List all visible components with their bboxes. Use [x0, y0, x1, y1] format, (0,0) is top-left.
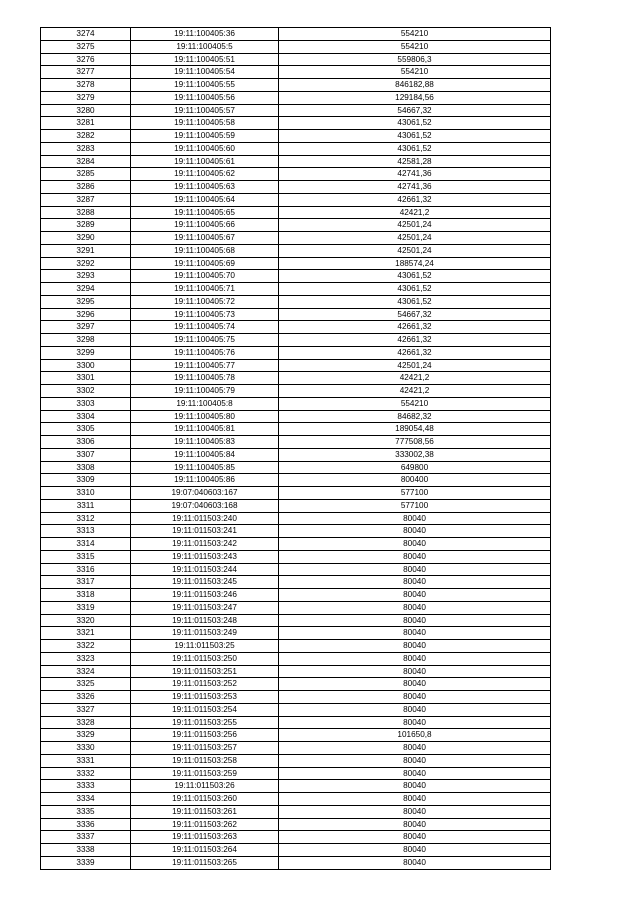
table-row [41, 130, 551, 143]
row-number-cell: 3294 [41, 283, 131, 296]
cadastral-number-cell: 19:11:011503:248 [131, 614, 279, 627]
row-number-cell: 3281 [41, 117, 131, 130]
row-number-cell: 3297 [41, 321, 131, 334]
value-cell: 554210 [279, 40, 551, 53]
cadastral-number-cell: 19:11:011503:249 [131, 627, 279, 640]
row-number-cell: 3318 [41, 589, 131, 602]
row-number-cell: 3274 [41, 28, 131, 41]
value-cell: 101650,8 [279, 729, 551, 742]
row-number-cell: 3307 [41, 448, 131, 461]
value-cell: 577100 [279, 487, 551, 500]
value-cell: 800400 [279, 474, 551, 487]
value-cell: 42421,2 [279, 385, 551, 398]
row-number-cell: 3305 [41, 423, 131, 436]
table-row [41, 79, 551, 92]
row-number-cell: 3285 [41, 168, 131, 181]
table-row [41, 410, 551, 423]
cadastral-number-cell: 19:11:100405:67 [131, 232, 279, 245]
cadastral-number-cell: 19:11:011503:257 [131, 742, 279, 755]
row-number-cell: 3303 [41, 397, 131, 410]
table-row [41, 512, 551, 525]
cadastral-number-cell: 19:11:100405:65 [131, 206, 279, 219]
row-number-cell: 3306 [41, 436, 131, 449]
value-cell: 80040 [279, 678, 551, 691]
table-row [41, 805, 551, 818]
table-row [41, 550, 551, 563]
cadastral-number-cell: 19:11:100405:56 [131, 91, 279, 104]
value-cell: 42421,2 [279, 206, 551, 219]
value-cell: 777508,56 [279, 436, 551, 449]
row-number-cell: 3337 [41, 831, 131, 844]
value-cell: 80040 [279, 844, 551, 857]
cadastral-number-cell: 19:11:100405:77 [131, 359, 279, 372]
cadastral-number-cell: 19:11:011503:243 [131, 550, 279, 563]
cadastral-number-cell: 19:11:011503:263 [131, 831, 279, 844]
cadastral-number-cell: 19:11:100405:70 [131, 270, 279, 283]
cadastral-number-cell: 19:11:011503:254 [131, 703, 279, 716]
table-row [41, 652, 551, 665]
table-row [41, 155, 551, 168]
table-row [41, 678, 551, 691]
cadastral-number-cell: 19:11:011503:256 [131, 729, 279, 742]
cadastral-number-cell: 19:07:040603:167 [131, 487, 279, 500]
table-row [41, 117, 551, 130]
cadastral-number-cell: 19:11:011503:251 [131, 665, 279, 678]
value-cell: 80040 [279, 512, 551, 525]
table-row [41, 270, 551, 283]
row-number-cell: 3309 [41, 474, 131, 487]
value-cell: 80040 [279, 793, 551, 806]
cadastral-number-cell: 19:11:100405:54 [131, 66, 279, 79]
row-number-cell: 3284 [41, 155, 131, 168]
cadastral-number-cell: 19:11:100405:62 [131, 168, 279, 181]
value-cell: 80040 [279, 563, 551, 576]
value-cell: 129184,56 [279, 91, 551, 104]
cadastral-number-cell: 19:11:011503:247 [131, 601, 279, 614]
table-row [41, 589, 551, 602]
table-row [41, 640, 551, 653]
row-number-cell: 3316 [41, 563, 131, 576]
cadastral-number-cell: 19:11:100405:66 [131, 219, 279, 232]
table-row [41, 538, 551, 551]
row-number-cell: 3329 [41, 729, 131, 742]
table-row [41, 448, 551, 461]
value-cell: 80040 [279, 601, 551, 614]
table-row [41, 525, 551, 538]
value-cell: 649800 [279, 461, 551, 474]
value-cell: 80040 [279, 831, 551, 844]
value-cell: 42661,32 [279, 346, 551, 359]
cadastral-number-cell: 19:11:011503:246 [131, 589, 279, 602]
cadastral-number-cell: 19:11:011503:26 [131, 780, 279, 793]
value-cell: 80040 [279, 754, 551, 767]
value-cell: 43061,52 [279, 270, 551, 283]
value-cell: 43061,52 [279, 130, 551, 143]
row-number-cell: 3311 [41, 499, 131, 512]
value-cell: 80040 [279, 703, 551, 716]
row-number-cell: 3296 [41, 308, 131, 321]
cadastral-number-cell: 19:11:100405:81 [131, 423, 279, 436]
table-row [41, 397, 551, 410]
row-number-cell: 3279 [41, 91, 131, 104]
value-cell: 42741,36 [279, 181, 551, 194]
table-row [41, 168, 551, 181]
cadastral-number-cell: 19:07:040603:168 [131, 499, 279, 512]
value-cell: 43061,52 [279, 117, 551, 130]
row-number-cell: 3338 [41, 844, 131, 857]
value-cell: 43061,52 [279, 295, 551, 308]
value-cell: 80040 [279, 576, 551, 589]
cadastral-number-cell: 19:11:011503:260 [131, 793, 279, 806]
row-number-cell: 3282 [41, 130, 131, 143]
cadastral-number-cell: 19:11:100405:55 [131, 79, 279, 92]
table-row [41, 844, 551, 857]
value-cell: 189054,48 [279, 423, 551, 436]
table-row [41, 474, 551, 487]
value-cell: 80040 [279, 767, 551, 780]
cadastral-number-cell: 19:11:011503:262 [131, 818, 279, 831]
table-row [41, 461, 551, 474]
row-number-cell: 3324 [41, 665, 131, 678]
row-number-cell: 3293 [41, 270, 131, 283]
value-cell: 80040 [279, 780, 551, 793]
cadastral-number-cell: 19:11:100405:51 [131, 53, 279, 66]
cadastral-number-cell: 19:11:011503:252 [131, 678, 279, 691]
value-cell: 80040 [279, 742, 551, 755]
row-number-cell: 3304 [41, 410, 131, 423]
table-row [41, 576, 551, 589]
cadastral-number-cell: 19:11:100405:71 [131, 283, 279, 296]
value-cell: 42741,36 [279, 168, 551, 181]
table-row [41, 308, 551, 321]
cadastral-number-cell: 19:11:100405:74 [131, 321, 279, 334]
table-row [41, 142, 551, 155]
value-cell: 80040 [279, 640, 551, 653]
row-number-cell: 3331 [41, 754, 131, 767]
table-row [41, 716, 551, 729]
value-cell: 554210 [279, 28, 551, 41]
table-row [41, 346, 551, 359]
table-row [41, 856, 551, 869]
row-number-cell: 3339 [41, 856, 131, 869]
value-cell: 80040 [279, 818, 551, 831]
value-cell: 80040 [279, 538, 551, 551]
row-number-cell: 3308 [41, 461, 131, 474]
value-cell: 42501,24 [279, 232, 551, 245]
row-number-cell: 3313 [41, 525, 131, 538]
cadastral-number-cell: 19:11:011503:241 [131, 525, 279, 538]
row-number-cell: 3334 [41, 793, 131, 806]
table-row [41, 614, 551, 627]
value-cell: 42501,24 [279, 244, 551, 257]
table-row [41, 601, 551, 614]
table-row [41, 436, 551, 449]
value-cell: 846182,88 [279, 79, 551, 92]
row-number-cell: 3335 [41, 805, 131, 818]
cadastral-number-cell: 19:11:011503:264 [131, 844, 279, 857]
value-cell: 43061,52 [279, 283, 551, 296]
table-row [41, 385, 551, 398]
cadastral-number-cell: 19:11:100405:60 [131, 142, 279, 155]
cadastral-number-cell: 19:11:100405:5 [131, 40, 279, 53]
value-cell: 559806,3 [279, 53, 551, 66]
cadastral-number-cell: 19:11:011503:244 [131, 563, 279, 576]
row-number-cell: 3280 [41, 104, 131, 117]
value-cell: 80040 [279, 589, 551, 602]
value-cell: 80040 [279, 691, 551, 704]
cadastral-number-cell: 19:11:011503:240 [131, 512, 279, 525]
cadastral-number-cell: 19:11:011503:253 [131, 691, 279, 704]
row-number-cell: 3298 [41, 334, 131, 347]
cadastral-number-cell: 19:11:100405:73 [131, 308, 279, 321]
value-cell: 54667,32 [279, 308, 551, 321]
cadastral-number-cell: 19:11:011503:261 [131, 805, 279, 818]
row-number-cell: 3277 [41, 66, 131, 79]
table-row [41, 691, 551, 704]
row-number-cell: 3330 [41, 742, 131, 755]
row-number-cell: 3295 [41, 295, 131, 308]
row-number-cell: 3275 [41, 40, 131, 53]
table-row [41, 831, 551, 844]
row-number-cell: 3333 [41, 780, 131, 793]
row-number-cell: 3299 [41, 346, 131, 359]
value-cell: 80040 [279, 856, 551, 869]
cadastral-number-cell: 19:11:100405:78 [131, 372, 279, 385]
table-row [41, 423, 551, 436]
value-cell: 80040 [279, 627, 551, 640]
row-number-cell: 3302 [41, 385, 131, 398]
table-row [41, 627, 551, 640]
table-row [41, 40, 551, 53]
cadastral-number-cell: 19:11:100405:36 [131, 28, 279, 41]
table-row [41, 104, 551, 117]
value-cell: 80040 [279, 716, 551, 729]
cadastral-number-cell: 19:11:100405:61 [131, 155, 279, 168]
cadastral-number-cell: 19:11:100405:75 [131, 334, 279, 347]
row-number-cell: 3301 [41, 372, 131, 385]
table-row [41, 487, 551, 500]
value-cell: 80040 [279, 805, 551, 818]
table-row [41, 232, 551, 245]
table-row [41, 257, 551, 270]
table-row [41, 219, 551, 232]
value-cell: 42581,28 [279, 155, 551, 168]
row-number-cell: 3323 [41, 652, 131, 665]
value-cell: 80040 [279, 665, 551, 678]
table-row [41, 295, 551, 308]
row-number-cell: 3312 [41, 512, 131, 525]
cadastral-number-cell: 19:11:100405:80 [131, 410, 279, 423]
row-number-cell: 3332 [41, 767, 131, 780]
cadastral-number-cell: 19:11:011503:265 [131, 856, 279, 869]
row-number-cell: 3288 [41, 206, 131, 219]
row-number-cell: 3283 [41, 142, 131, 155]
table-body [41, 28, 551, 870]
row-number-cell: 3291 [41, 244, 131, 257]
row-number-cell: 3278 [41, 79, 131, 92]
cadastral-number-cell: 19:11:100405:84 [131, 448, 279, 461]
value-cell: 84682,32 [279, 410, 551, 423]
row-number-cell: 3276 [41, 53, 131, 66]
row-number-cell: 3289 [41, 219, 131, 232]
cadastral-number-cell: 19:11:100405:8 [131, 397, 279, 410]
cadastral-number-cell: 19:11:100405:64 [131, 193, 279, 206]
row-number-cell: 3326 [41, 691, 131, 704]
cadastral-number-cell: 19:11:100405:86 [131, 474, 279, 487]
table-row [41, 206, 551, 219]
value-cell: 554210 [279, 66, 551, 79]
value-cell: 42661,32 [279, 321, 551, 334]
cadastral-number-cell: 19:11:100405:69 [131, 257, 279, 270]
table-row [41, 729, 551, 742]
row-number-cell: 3336 [41, 818, 131, 831]
cadastral-number-cell: 19:11:011503:245 [131, 576, 279, 589]
value-cell: 80040 [279, 614, 551, 627]
cadastral-number-cell: 19:11:100405:58 [131, 117, 279, 130]
row-number-cell: 3314 [41, 538, 131, 551]
cadastral-number-cell: 19:11:100405:85 [131, 461, 279, 474]
table-row [41, 244, 551, 257]
value-cell: 42661,32 [279, 193, 551, 206]
cadastral-number-cell: 19:11:011503:25 [131, 640, 279, 653]
cadastral-number-cell: 19:11:100405:72 [131, 295, 279, 308]
row-number-cell: 3327 [41, 703, 131, 716]
row-number-cell: 3322 [41, 640, 131, 653]
table-row [41, 742, 551, 755]
table-row [41, 321, 551, 334]
cadastral-number-cell: 19:11:011503:259 [131, 767, 279, 780]
table-row [41, 28, 551, 41]
table-row [41, 283, 551, 296]
row-number-cell: 3328 [41, 716, 131, 729]
value-cell: 42421,2 [279, 372, 551, 385]
value-cell: 80040 [279, 525, 551, 538]
cadastral-number-cell: 19:11:100405:83 [131, 436, 279, 449]
cadastral-number-cell: 19:11:100405:57 [131, 104, 279, 117]
row-number-cell: 3320 [41, 614, 131, 627]
table-row [41, 66, 551, 79]
table-row [41, 793, 551, 806]
value-cell: 42661,32 [279, 334, 551, 347]
row-number-cell: 3317 [41, 576, 131, 589]
value-cell: 333002,38 [279, 448, 551, 461]
value-cell: 42501,24 [279, 359, 551, 372]
table-row [41, 767, 551, 780]
table-row [41, 818, 551, 831]
value-cell: 577100 [279, 499, 551, 512]
row-number-cell: 3300 [41, 359, 131, 372]
cadastral-number-cell: 19:11:011503:255 [131, 716, 279, 729]
value-cell: 43061,52 [279, 142, 551, 155]
value-cell: 188574,24 [279, 257, 551, 270]
cadastral-number-cell: 19:11:100405:76 [131, 346, 279, 359]
table-row [41, 181, 551, 194]
table-row [41, 334, 551, 347]
table-row [41, 563, 551, 576]
row-number-cell: 3319 [41, 601, 131, 614]
row-number-cell: 3315 [41, 550, 131, 563]
table-row [41, 665, 551, 678]
table-row [41, 703, 551, 716]
row-number-cell: 3325 [41, 678, 131, 691]
row-number-cell: 3287 [41, 193, 131, 206]
table-row [41, 499, 551, 512]
table-row [41, 91, 551, 104]
cadastral-number-cell: 19:11:011503:258 [131, 754, 279, 767]
row-number-cell: 3292 [41, 257, 131, 270]
table-row [41, 193, 551, 206]
value-cell: 42501,24 [279, 219, 551, 232]
row-number-cell: 3290 [41, 232, 131, 245]
cadastral-number-cell: 19:11:100405:59 [131, 130, 279, 143]
table-row [41, 780, 551, 793]
data-table [40, 27, 551, 870]
table-row [41, 53, 551, 66]
cadastral-number-cell: 19:11:011503:242 [131, 538, 279, 551]
row-number-cell: 3310 [41, 487, 131, 500]
table-row [41, 754, 551, 767]
value-cell: 54667,32 [279, 104, 551, 117]
value-cell: 554210 [279, 397, 551, 410]
row-number-cell: 3286 [41, 181, 131, 194]
cadastral-number-cell: 19:11:100405:68 [131, 244, 279, 257]
cadastral-number-cell: 19:11:011503:250 [131, 652, 279, 665]
cadastral-number-cell: 19:11:100405:63 [131, 181, 279, 194]
value-cell: 80040 [279, 550, 551, 563]
cadastral-number-cell: 19:11:100405:79 [131, 385, 279, 398]
table-row [41, 359, 551, 372]
row-number-cell: 3321 [41, 627, 131, 640]
value-cell: 80040 [279, 652, 551, 665]
table-row [41, 372, 551, 385]
